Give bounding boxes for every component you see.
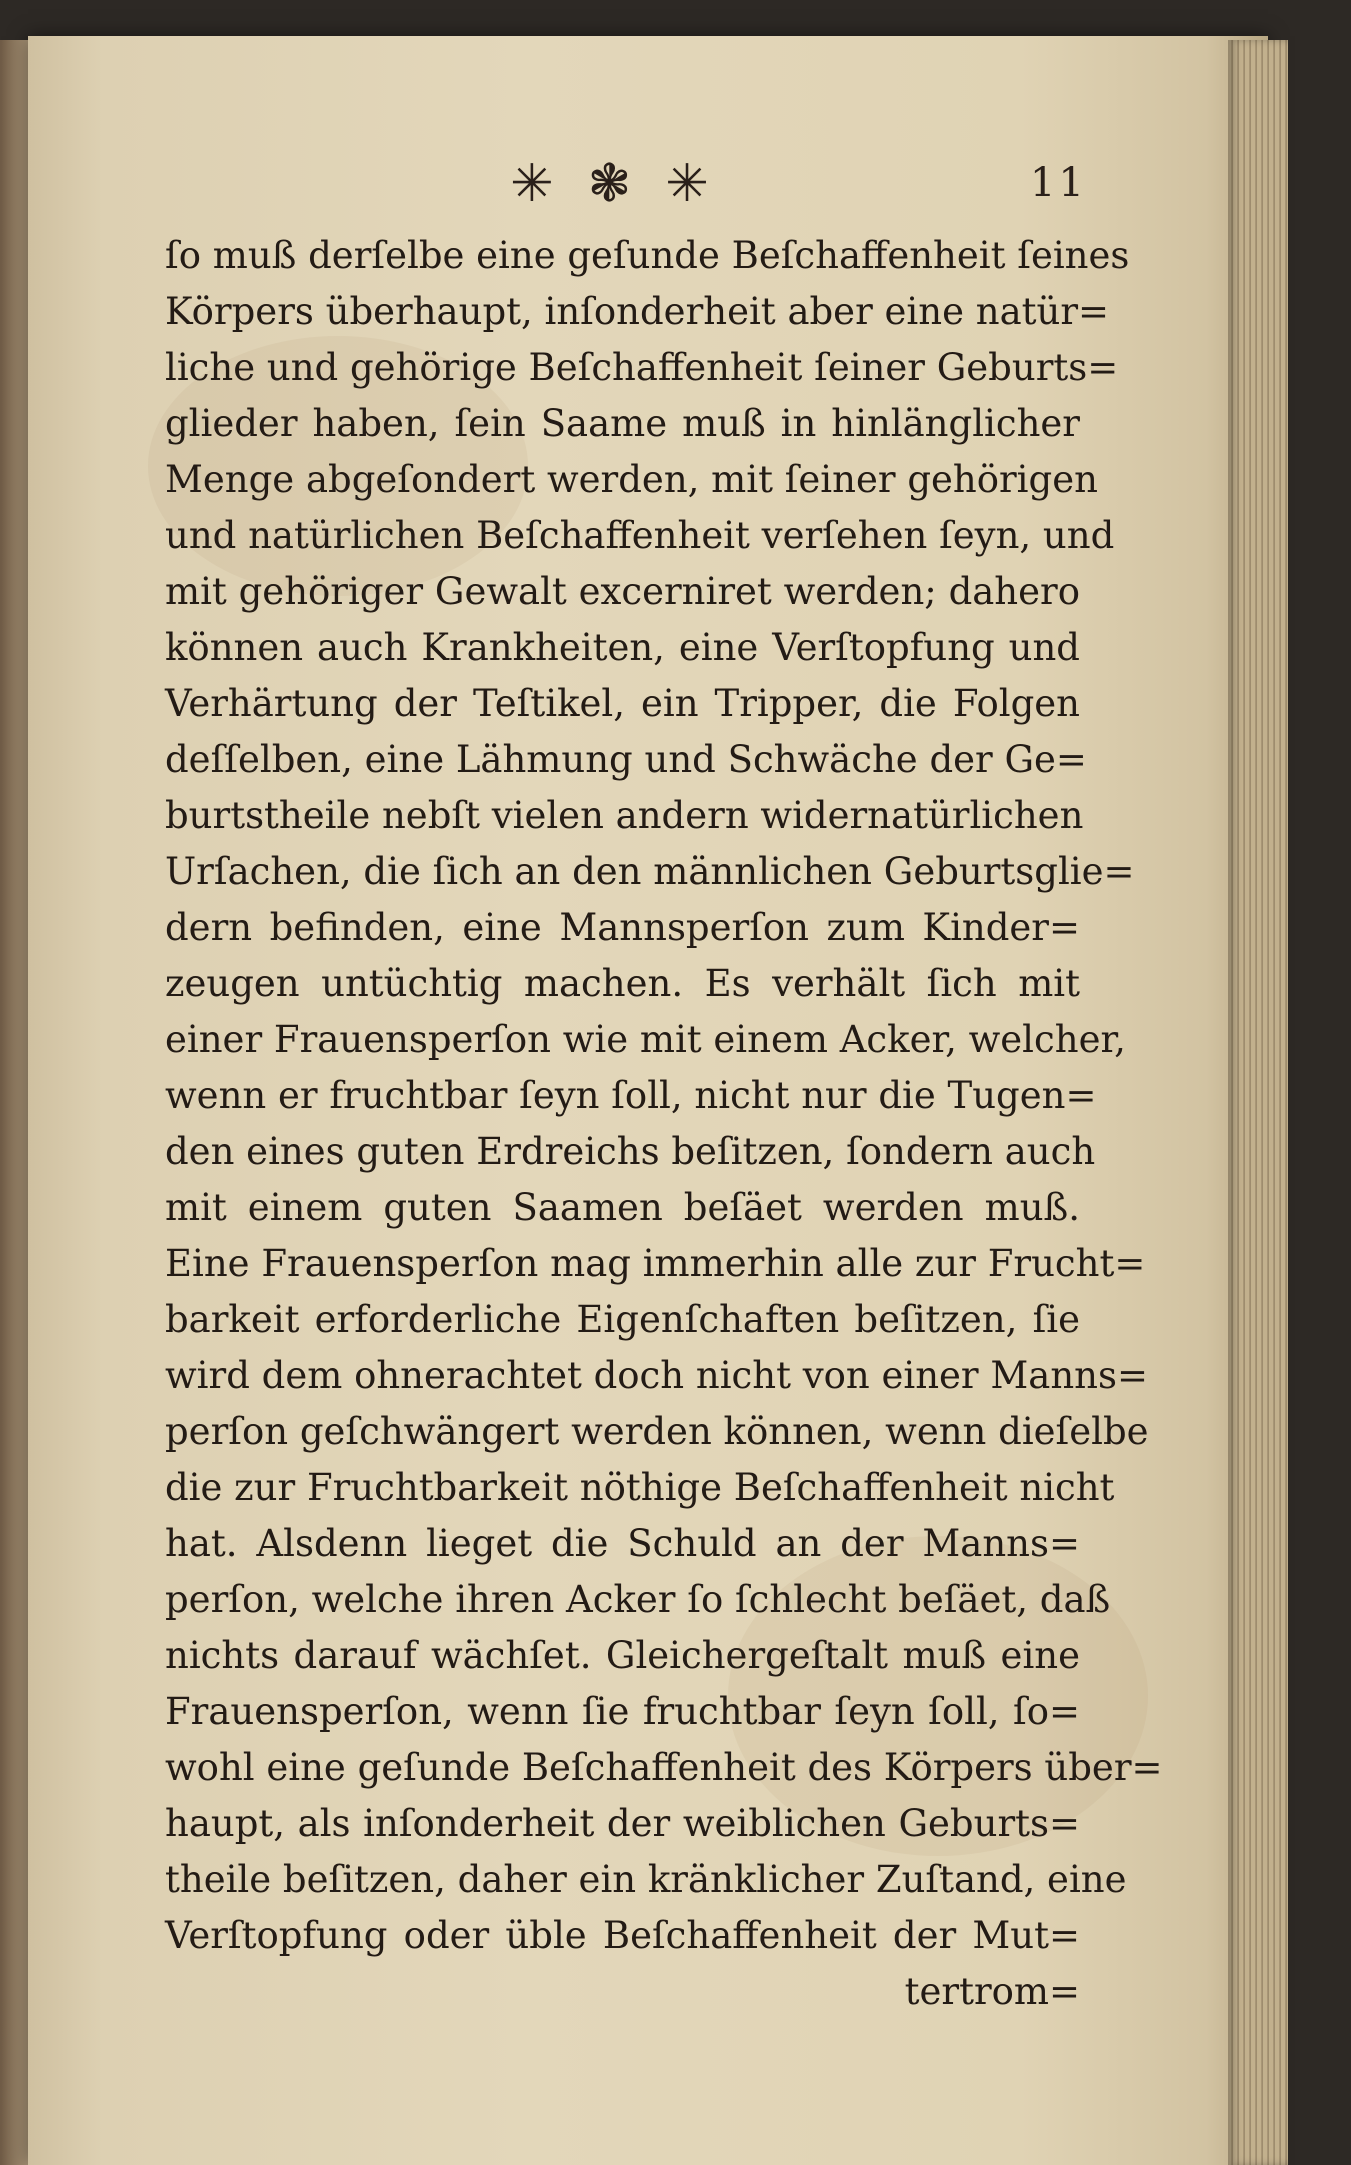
text-line: und natürlichen Beſchaffenheit verſehen ſeyn, und: [165, 514, 1115, 557]
text-line: ſo muß derſelbe eine geſunde Beſchaffenheit ſeines: [165, 234, 1130, 277]
text-line: mit einem guten Saamen beſäet werden muß.: [165, 1186, 1080, 1229]
catchword: tertrom=: [904, 1970, 1080, 2013]
text-line: Urſachen, die ſich an den männlichen Geburtsglie=: [165, 850, 1135, 893]
text-line: theile beſitzen, daher ein kränklicher Zuſtand, eine: [165, 1858, 1127, 1901]
text-line: Verſtopfung oder üble Beſchaffenheit der Mut=: [165, 1914, 1080, 1957]
asterism-icon: ✳: [510, 154, 554, 214]
text-line: mit gehöriger Gewalt excerniret werden; dahero: [165, 570, 1080, 613]
text-line: hat. Alsdenn lieget die Schuld an der Manns=: [165, 1522, 1080, 1565]
text-line: burtstheile nebſt vielen andern widernatürlichen: [165, 794, 1084, 837]
page-fore-edge: [1228, 40, 1288, 2165]
text-line: Eine Frauensperſon mag immerhin alle zur Frucht=: [165, 1242, 1146, 1285]
text-line: glieder haben, ſein Saame muß in hinlänglicher: [165, 402, 1080, 445]
text-line: liche und gehörige Beſchaffenheit ſeiner Geburts=: [165, 346, 1119, 389]
text-line: nichts darauf wächſet. Gleichergeſtalt muß eine: [165, 1634, 1080, 1677]
asterism-icon: ✳: [665, 154, 709, 214]
text-line: können auch Krankheiten, eine Verſtopfung und: [165, 626, 1080, 669]
text-line: wohl eine geſunde Beſchaffenheit des Körpers über=: [165, 1746, 1163, 1789]
text-line: barkeit erforderliche Eigenſchaften beſitzen, ſie: [165, 1298, 1080, 1341]
text-line: Frauensperſon, wenn ſie fruchtbar ſeyn ſoll, ſo=: [165, 1690, 1080, 1733]
text-line: dern befinden, eine Mannsperſon zum Kinder=: [165, 906, 1080, 949]
text-line: Menge abgeſondert werden, mit ſeiner gehörigen: [165, 458, 1098, 501]
body-text: [165, 228, 1163, 2020]
text-line: wenn er fruchtbar ſeyn ſoll, nicht nur die Tugen=: [165, 1074, 1097, 1117]
text-line: Verhärtung der Teſtikel, ein Tripper, die Folgen: [165, 682, 1080, 725]
page-number: 11: [1030, 160, 1087, 206]
text-line: perſon geſchwängert werden können, wenn dieſelbe: [165, 1410, 1149, 1453]
text-line: perſon, welche ihren Acker ſo ſchlecht beſäet, daß: [165, 1578, 1111, 1621]
header-ornament: [510, 154, 709, 214]
text-line: die zur Fruchtbarkeit nöthige Beſchaffenheit nicht: [165, 1466, 1115, 1509]
text-line: Körpers überhaupt, inſonderheit aber eine natür=: [165, 290, 1110, 333]
text-line: haupt, als inſonderheit der weiblichen Geburts=: [165, 1802, 1080, 1845]
text-line: den eines guten Erdreichs beſitzen, ſondern auch: [165, 1130, 1096, 1173]
text-line: einer Frauensperſon wie mit einem Acker, welcher,: [165, 1018, 1126, 1061]
text-line: deſſelben, eine Lähmung und Schwäche der Ge=: [165, 738, 1087, 781]
text-line: wird dem ohnerachtet doch nicht von einer Manns=: [165, 1354, 1148, 1397]
text-line: zeugen untüchtig machen. Es verhält ſich mit: [165, 962, 1080, 1005]
flower-ornament-icon: ❃: [587, 154, 632, 214]
